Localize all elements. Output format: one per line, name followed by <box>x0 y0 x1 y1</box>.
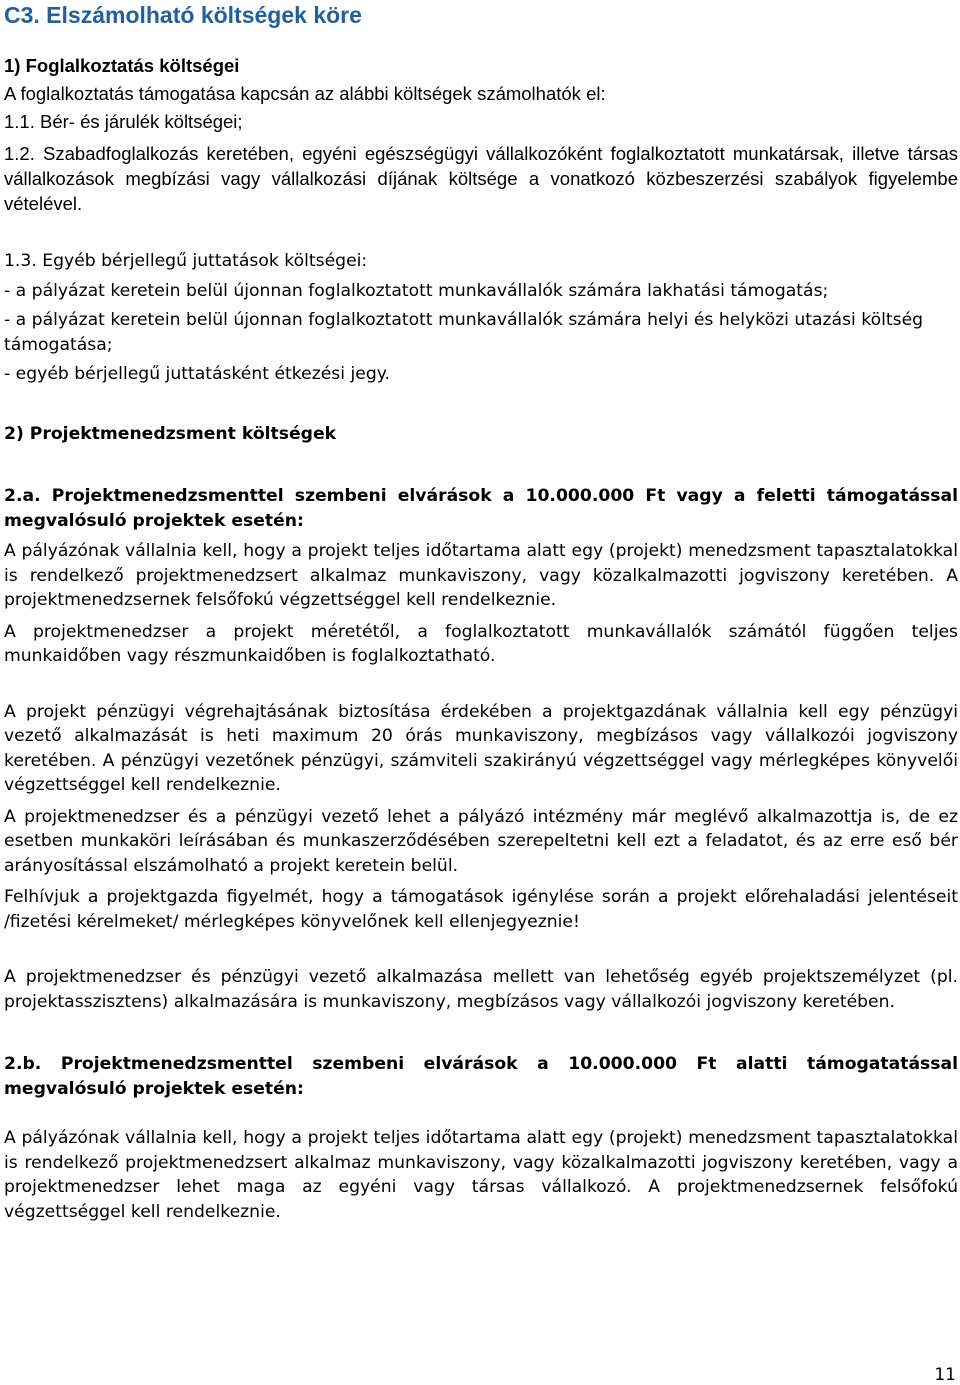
paragraph-2a-2: A projektmenedzser a projekt méretétől, a foglalkoztatott munkavállalók számától függően teljes munkaidőben vagy részmunkaidőben is foglalkoztatható. <box>4 621 958 666</box>
item-1-2: 1.2. Szabadfoglalkozás keretében, egyéni egészségügyi vállalkozóként foglalkoztatott munkatársak, illetve társas vállalkozások megbízási vagy vállalkozási díjának költsége a vonatkozó közbeszerzési szabályok figyelembe vételével. <box>4 143 958 214</box>
paragraph-2a-3: A projekt pénzügyi végrehajtásának biztosítása érdekében a projektgazdának vállalnia kell egy pénzügyi vezető alkalmazását is heti maximum 20 órás munkaviszony, megbízásos vagy vállalkozói jogviszony keretében. A pénzügyi vezetőnek pénzügyi, számviteli szakirányú végzettséggel vagy mérlegképes könyvelői végzettséggel kell rendelkeznie. <box>4 701 958 795</box>
paragraph-2a-1: A pályázónak vállalnia kell, hogy a projekt teljes időtartama alatt egy (projekt) menedzsment tapasztalatokkal is rendelkező projektmenedzsert alkalmaz munkaviszony, vagy közalkalmazotti jogviszony keretében. A projektmenedzsernek felsőfokú végzettséggel kell rendelkeznie. <box>4 541 958 610</box>
heading-project-management: 2) Projektmenedzsment költségek <box>4 423 337 444</box>
paragraph-2a-4: A projektmenedzser és a pénzügyi vezető lehet a pályázó intézmény már meglévő alkalmazottja is, de ez esetben munkaköri leírásában és munkaszerződésében szerepeltetni kell ezt a feladatot, és az erre eső bér arányosítással elszámolható a projekt keretein belül. <box>4 806 958 876</box>
heading-employment-costs: 1) Foglalkoztatás költségei <box>4 55 240 76</box>
document-page <box>4 0 958 1224</box>
page-number: 11 <box>934 1365 956 1385</box>
bullet-housing-support: - a pályázat keretein belül újonnan foglalkoztatott munkavállalók számára lakhatási támogatás; <box>4 280 829 301</box>
paragraph-2a-6: A projektmenedzser és pénzügyi vezető alkalmazása mellett van lehetőség egyéb projektszemélyzet (pl. projektasszisztens) alkalmazására is munkaviszony, megbízásos vagy vállalkozói jogviszony keretében. <box>4 967 958 1012</box>
intro-text: A foglalkoztatás támogatása kapcsán az alábbi költségek számolhatók el: <box>4 83 606 104</box>
bullet-travel-support: - a pályázat keretein belül újonnan foglalkoztatott munkavállalók számára helyi és helyközi utazási költség támogatása; <box>4 310 924 355</box>
paragraph-2b: A pályázónak vállalnia kell, hogy a projekt teljes időtartama alatt egy (projekt) menedzsment tapasztalatokkal is rendelkező projektmenedzsert alkalmaz munkaviszony, vagy közalkalmazotti jogviszony keretében, vagy a projektmenedzser lehet maga az egyéni vagy társas vállalkozó. A projektmenedzsernek felsőfokú végzettséggel kell rendelkeznie. <box>4 1128 958 1222</box>
item-1-3: 1.3. Egyéb bérjellegű juttatások költségei: <box>4 251 368 271</box>
item-1-1: 1.1. Bér- és járulék költségei; <box>4 111 243 132</box>
section-title: C3. Elszámolható költségek köre <box>4 2 362 28</box>
bullet-meal-voucher: - egyéb bérjellegű juttatásként étkezési jegy. <box>4 364 390 384</box>
heading-2a: 2.a. Projektmenedzsmenttel szembeni elvárások a 10.000.000 Ft vagy a feletti támogatással megvalósuló projektek esetén: <box>4 486 958 531</box>
heading-2b: 2.b. Projektmenedzsmenttel szembeni elvárások a 10.000.000 Ft alatti támogatatással megvalósuló projektek esetén: <box>4 1054 958 1099</box>
paragraph-2a-5: Felhívjuk a projektgazda figyelmét, hogy a támogatások igénylése során a projekt előrehaladási jelentéseit /fizetési kérelmeket/ mérlegképes könyvelőnek kell ellenjegyeznie! <box>4 887 958 932</box>
